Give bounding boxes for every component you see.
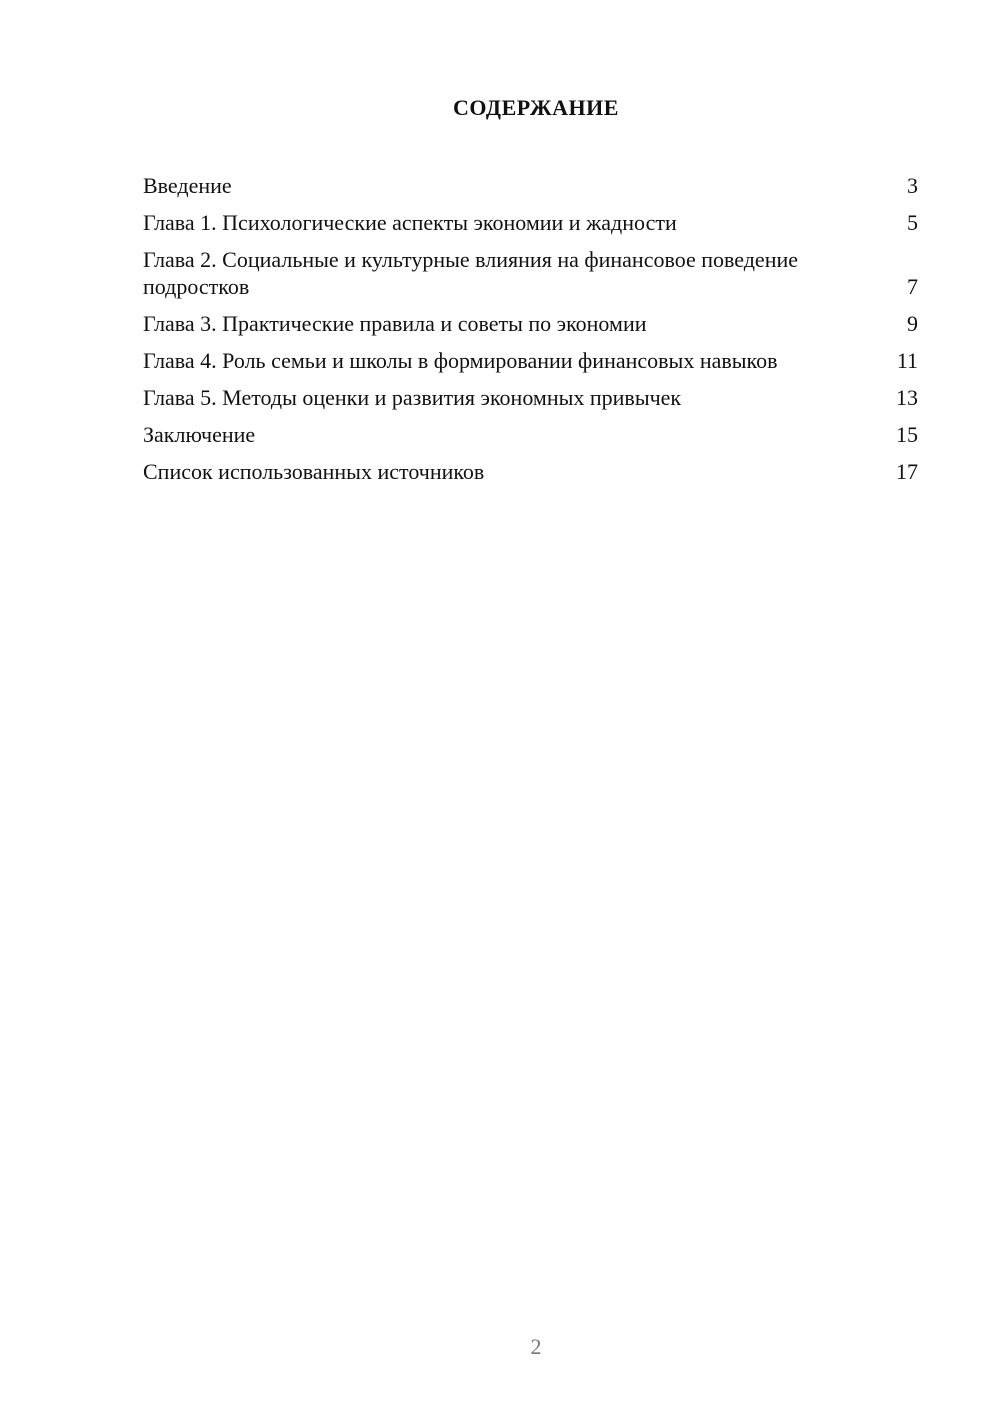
toc-entry-conclusion [143, 421, 918, 448]
toc-entry-page: 5 [907, 210, 918, 235]
toc-entry-page: 7 [907, 274, 918, 299]
toc-entry-label: Введение [143, 173, 232, 198]
table-of-contents [143, 172, 918, 495]
toc-entry-page: 13 [896, 385, 918, 410]
toc-entry-label: Глава 1. Психологические аспекты экономии и жадности [143, 210, 677, 235]
toc-entry-label: Глава 2. Социальные и культурные влияния на финансовое поведение подростков [143, 247, 799, 299]
toc-entry-chapter-3 [143, 310, 918, 337]
page-number: 2 [530, 1334, 542, 1359]
toc-entry-page: 15 [896, 422, 918, 447]
toc-entry-page: 11 [896, 348, 918, 373]
toc-entry-page: 17 [896, 459, 918, 484]
toc-title: СОДЕРЖАНИЕ [453, 95, 619, 120]
toc-entry-chapter-4 [143, 347, 918, 374]
toc-entry-chapter-5 [143, 384, 918, 411]
toc-entry-label: Глава 3. Практические правила и советы по экономии [143, 311, 647, 336]
toc-entry-page: 9 [907, 311, 918, 336]
toc-entry-label: Глава 5. Методы оценки и развития экономных привычек [143, 385, 682, 410]
toc-entry-label: Глава 4. Роль семьи и школы в формировании финансовых навыков [143, 348, 778, 373]
toc-entry-chapter-1 [143, 209, 918, 236]
toc-entry-label: Заключение [143, 422, 256, 447]
toc-entry-references [143, 458, 918, 485]
toc-entry-introduction [143, 172, 918, 199]
toc-entry-chapter-2 [143, 246, 918, 300]
toc-entry-label: Список использованных источников [143, 459, 485, 484]
toc-entry-page: 3 [907, 173, 918, 198]
